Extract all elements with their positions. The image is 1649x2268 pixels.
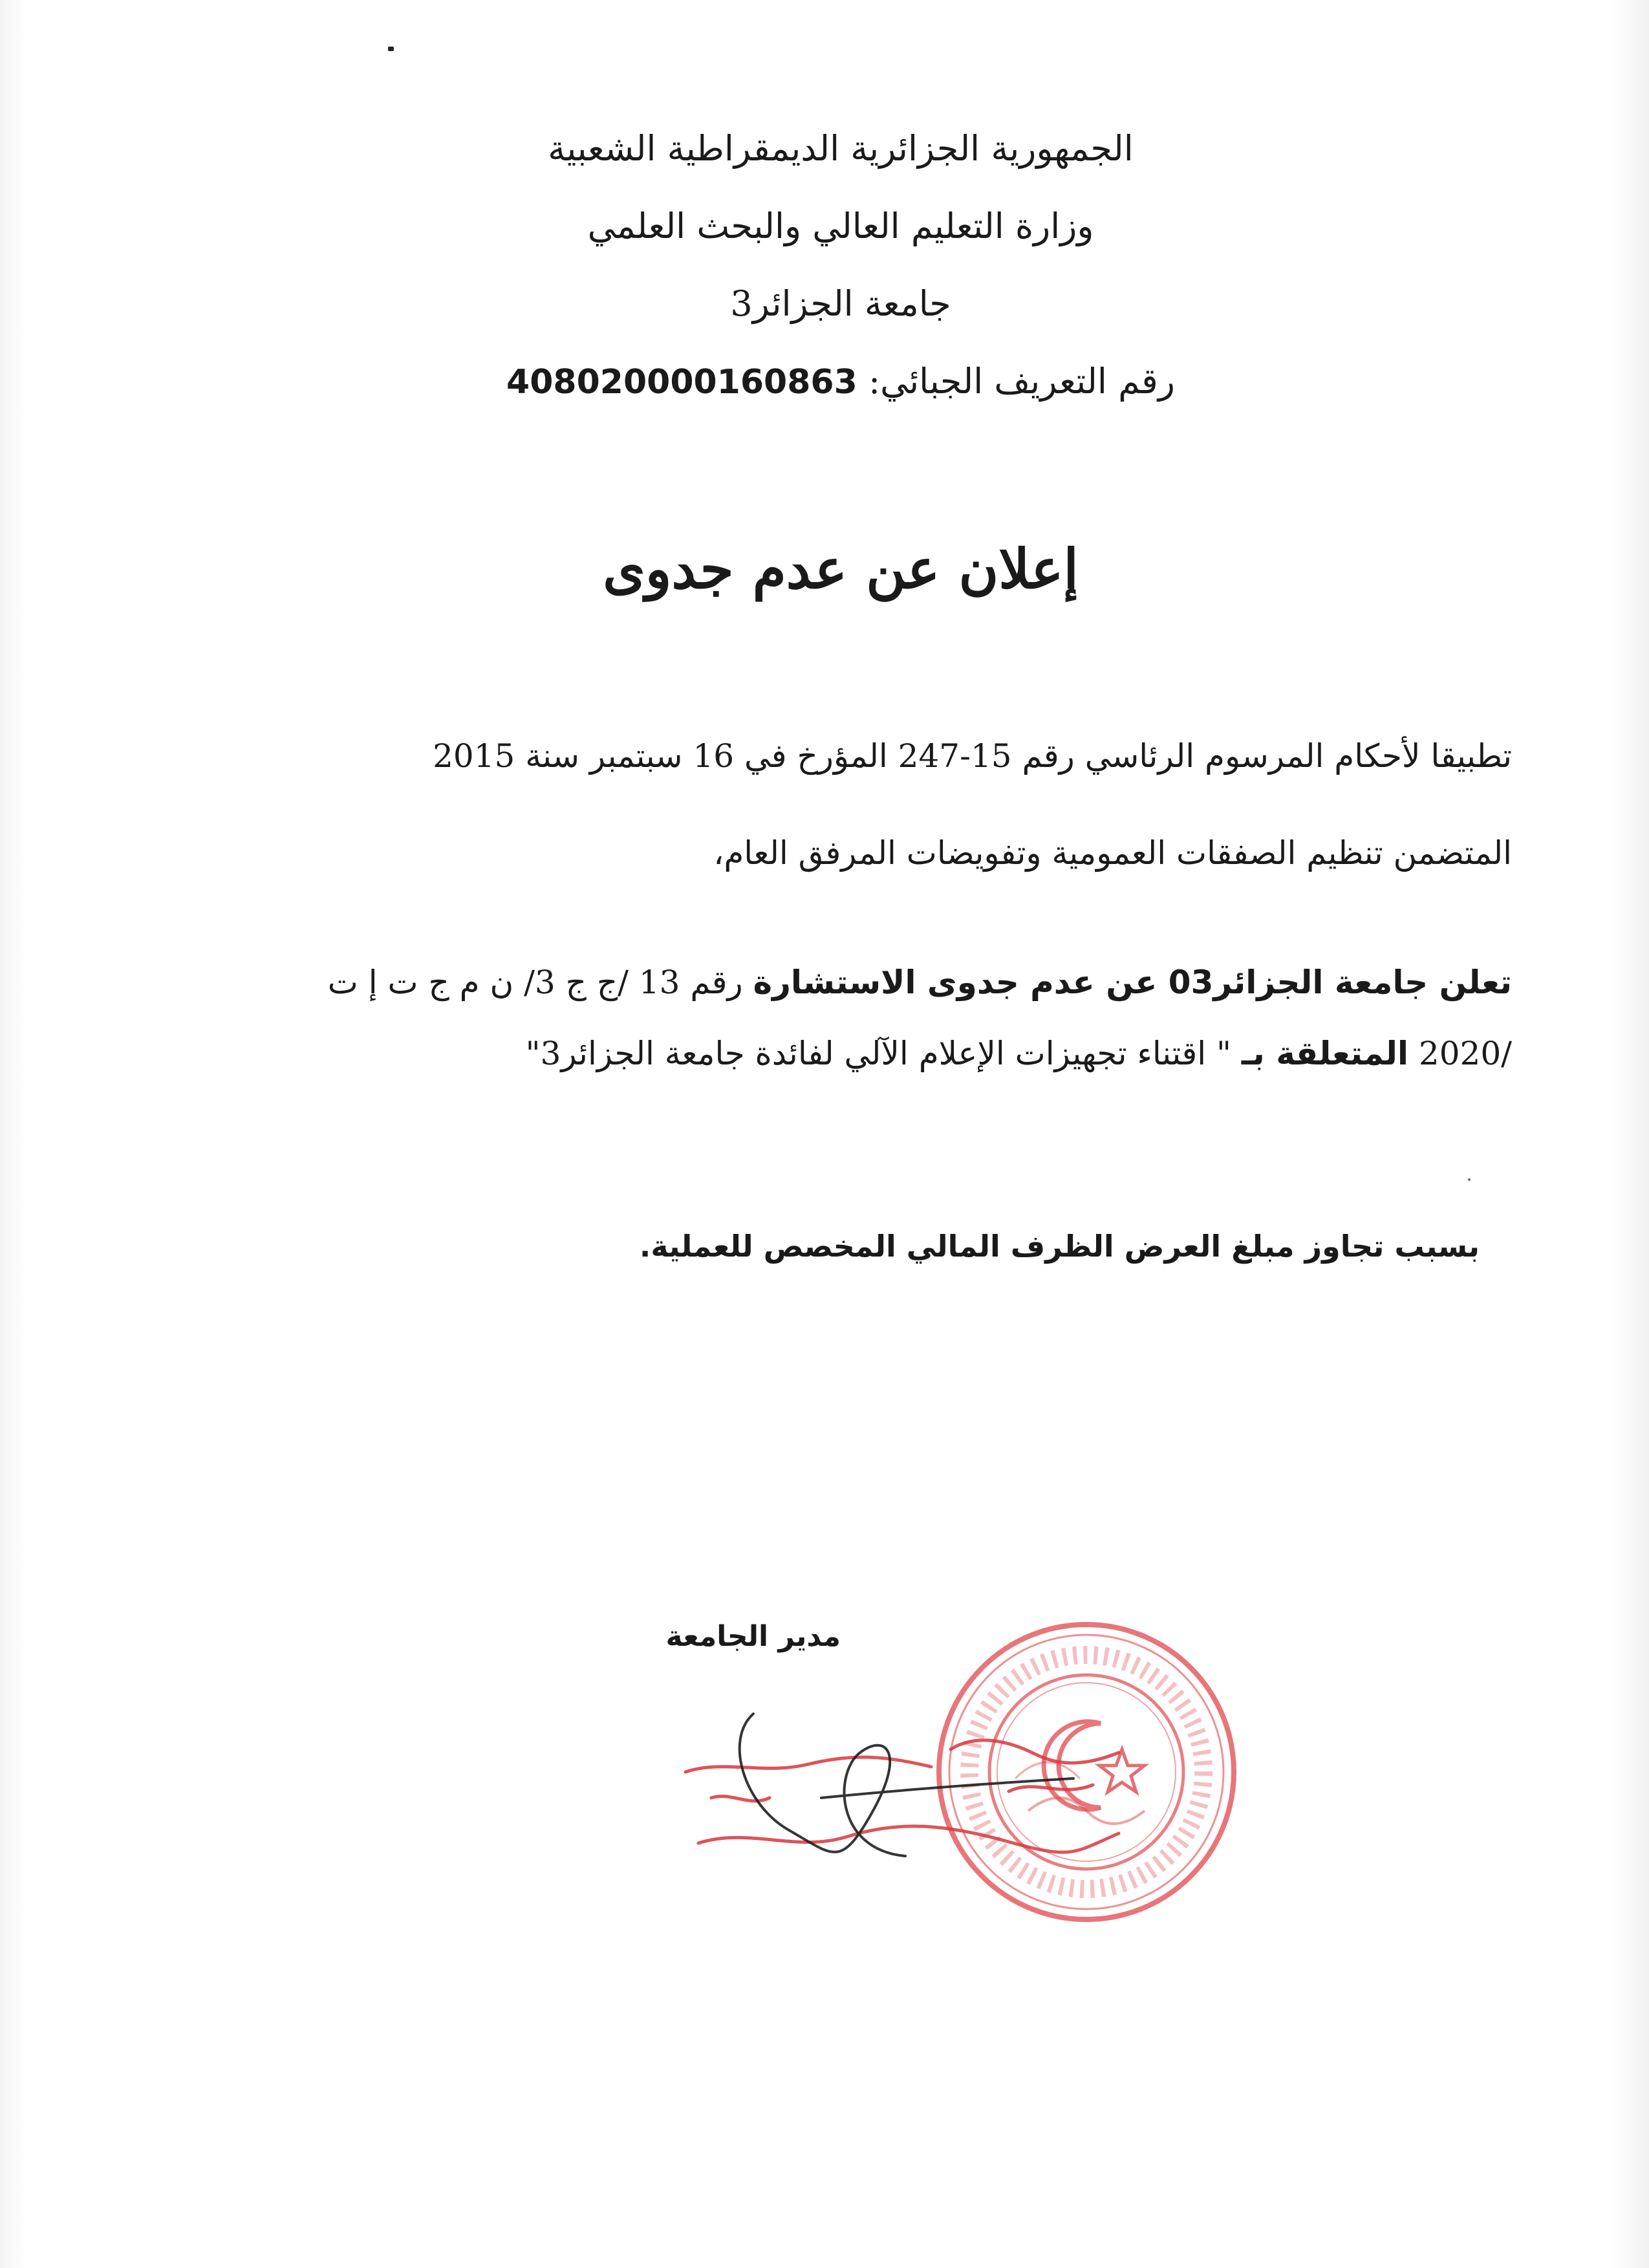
consultation-subject: " اقتناء تجهيزات الإعلام الآلي لفائدة جامعة الجزائر3" [525, 1035, 1242, 1072]
ministry-name: وزارة التعليم العالي والبحث العلمي [587, 206, 1094, 246]
announcement-line-2 [244, 1035, 1512, 1072]
tax-id-label: رقم التعريف الجبائي: [868, 361, 1175, 402]
announcement-lead: تعلن جامعة الجزائر03 عن عدم جدوى الاستشارة [753, 964, 1512, 1001]
scan-speck [1468, 1178, 1471, 1181]
university-name: جامعة الجزائر3 [730, 283, 951, 324]
announcement-title: إعلان عن عدم جدوى [603, 537, 1079, 601]
tax-id-number: 408020000160863 [506, 363, 857, 402]
subject-label: المتعلقة بـ [1241, 1035, 1408, 1072]
announcement-line-1 [244, 964, 1512, 1001]
handwritten-signature [673, 1694, 1125, 1901]
legal-basis-line-2: المتضمن تنظيم الصفقات العمومية وتفويضات المرفق العام، [713, 834, 1512, 872]
reason-line: بسبب تجاوز مبلغ العرض الظرف المالي المخصص للعملية. [639, 1229, 1480, 1264]
scan-speck [388, 47, 394, 51]
consultation-number: رقم 13 /ج ج 3/ ن م ج ت إ ت [327, 964, 753, 1001]
tax-id-line [453, 343, 1229, 420]
legal-basis-line-1: تطبيقا لأحكام المرسوم الرئاسي رقم 15-247 المؤرخ في 16 سبتمبر سنة 2015 [433, 737, 1512, 775]
consultation-year: /2020 [1408, 1035, 1512, 1072]
signatory-title: مدير الجامعة [665, 1620, 841, 1653]
letterhead [453, 110, 1229, 420]
republic-name: الجمهورية الجزائرية الديمقراطية الشعبية [548, 128, 1134, 169]
